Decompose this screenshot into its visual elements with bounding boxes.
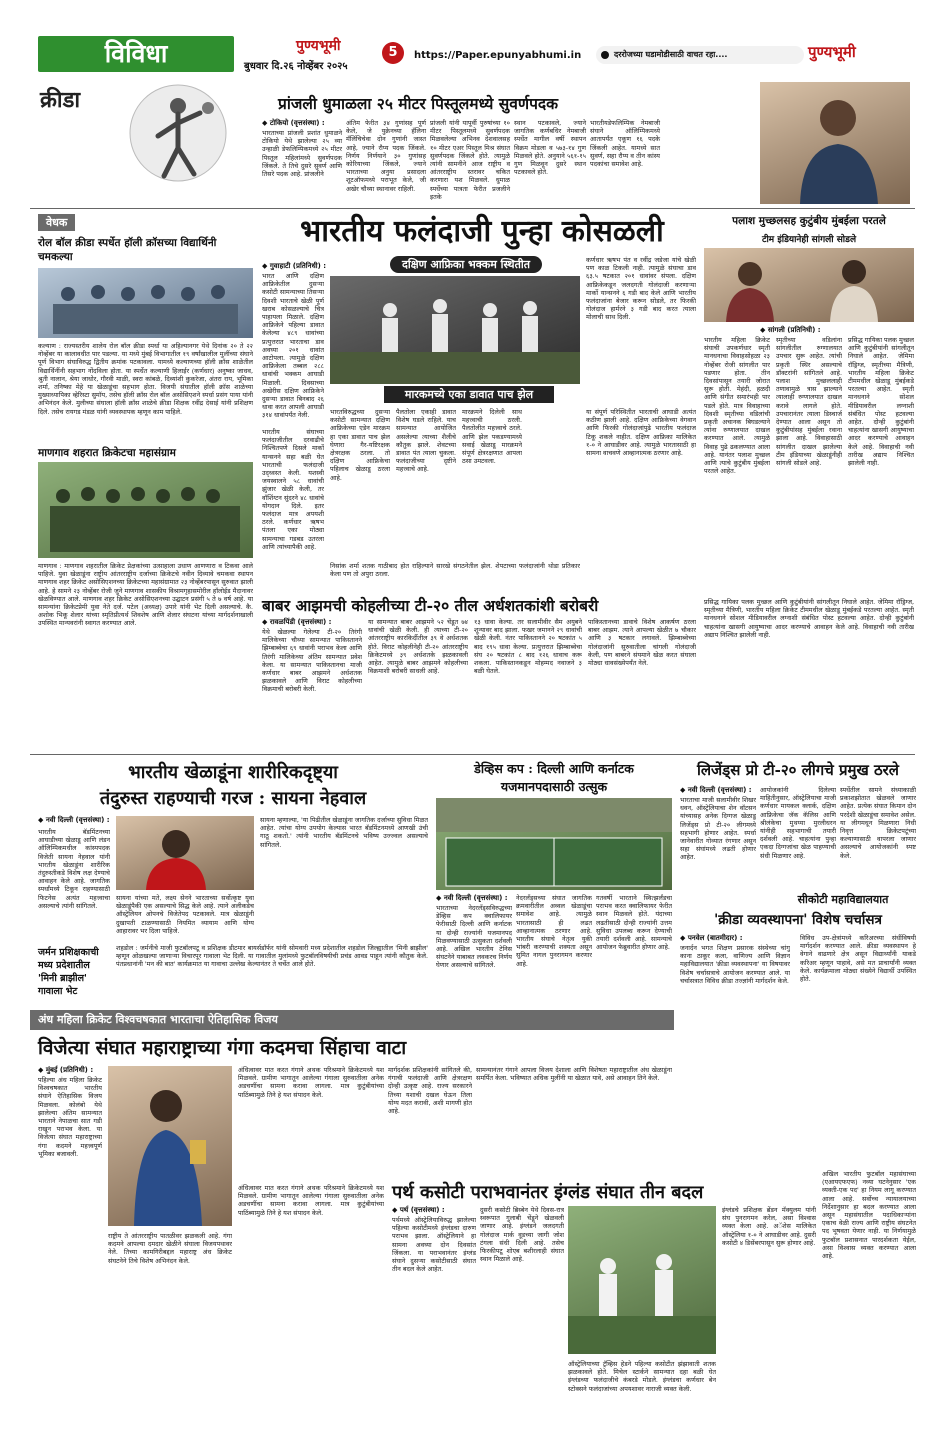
- legends-col3: स्पर्धेतील सामने संध्याकाळी प्रकाशझोतात खेळवले जाणार आहेत. प्रत्येक संघात किमान दोन परदेशी खेळाडूंचा समावेश असेल. या लीगमधून मिळणारा निधी निवृत्त क्रिकेटपटूंच्या कल्याणासाठी वापरला जाणार असल्याचे आयोजकांनी स्पष्ट केले.: [840, 786, 916, 860]
- phalandaji-photo-caption: मारकमच्ये एका डावात पाच झेल: [384, 386, 554, 403]
- davis-headline-line2: यजमानपदासाठी उत्सुक: [500, 779, 608, 794]
- masthead: [38, 36, 918, 72]
- phalandaji-col4: या संपूर्ण परिस्थितीत भारताची आघाडी अत्यंत कठीण झाली आहे. दक्षिण आफ्रिकेच्या वेगवान आणि फिरकी गोलंदाजांपुढे भारतीय फलंदाज टिकू शकले नाहीत. दक्षिण आफ्रिका मालिकेत १-० ने आघाडीवर आहे. त्यामुळे भारतासाठी हा सामना वाचवणे आव्हानात्मक ठरणार आहे.: [586, 408, 696, 458]
- sico-col1: जनार्दन भगत शिक्षण प्रसारक संस्थेच्या चांगु काना ठाकूर कला, वाणिज्य आणि विज्ञान महाविद्यालयात 'क्रीडा व्यवस्थापना' या विषयावर विशेष चर्चासत्राचे आयोजन करण्यात आले. या चर्चासत्रात विविध क्रीडा तज्ज्ञांनी मार्गदर्शन केले.: [680, 944, 790, 985]
- epaper-url[interactable]: https://Paper.epunyabhumi.in: [414, 50, 582, 61]
- davis-col3: गतवर्षी भारताने स्वित्झर्लंडचा पराभव करत क्वालिफायर फेरीत स्थान मिळवले होते. यंदाच्या लढतीसाठी दोन्ही राज्यांनी उत्तम सुविधा उपलब्ध करून देण्याची तयारी दर्शवली आहे. सामन्याचे आयोजन फेब्रुवारीत होणार आहे.: [596, 894, 672, 952]
- section-title: विविधा: [38, 36, 234, 72]
- blind-banner: अंध महिला क्रिकेट विश्वचषकात भारताचा ऐतिहासिक विजय: [30, 1010, 674, 1030]
- section-tab-vedhak: वेधक: [38, 214, 75, 231]
- phalandaji-col6: पैलतोला एकाही डावात विशेष घडले राहिले. याच सामन्यात आयोजित असलेल्या त्याच्या शैलीचे कौतुक झाले. शेवटच्या डावात पंत त्याला चुकला. फलंदाजीच्या दृष्टीने महत्त्वाचे आहे.: [396, 408, 456, 474]
- mangaon-headline: माणगाव शहरात क्रिकेटचा महासंग्राम: [38, 447, 176, 459]
- blind-col4: मार्गदर्शक प्रशिक्षकांनी सांगितले की, गंगाची फलंदाजी आणि क्षेत्ररक्षण दोन्ही उत्कृष्ट आहे. राज्य सरकारने तिच्या यशाची दखल घेऊन तिला योग्य मदत करावी, अशी मागणी होत आहे.: [388, 1066, 472, 1116]
- aiff-body: अखिल भारतीय फुटबॉल महासंघाच्या (एआयएफएफ) नव्या घटनेनुसार 'एक व्यक्ती-एक पद' हा नियम लागू करण्यात आला आहे. सर्वोच्च न्यायालयाच्या निर्देशानुसार हा बदल करण्यात आला असून महासंघातील पदाधिकाऱ्यांना एकाच वेळी राज्य आणि राष्ट्रीय संघटनेत पद भूषवता येणार नाही. या निर्णयामुळे फुटबॉल प्रशासनात पारदर्शकता येईल, असा विश्वास व्यक्त करण्यात आला आहे.: [822, 1170, 916, 1261]
- rollball-photo: [38, 268, 253, 338]
- tennis-court-icon: [436, 798, 672, 890]
- perth-col4: इंग्लंडचे प्रशिक्षक ब्रेंडन मॅक्युलम यांनी संघ पुनरागमन करेल, असा विश्वास व्यक्त केला आहे. अॅशेस मालिकेत ऑस्ट्रेलिया १-० ने आघाडीवर आहे. दुसरी कसोटी ४ डिसेंबरपासून सुरू होणार आहे.: [722, 1206, 816, 1247]
- blind-col3: अंधित्वावर मात करत गंगाने अथक परिश्रमाने क्रिकेटमध्ये यश मिळवले. ग्रामीण भागातून आलेल्या गंगाला सुरुवातीला अनेक अडचणींचा सामना करावा लागला. मात्र कुटुंबीयांच्या पाठिंब्यामुळे तिने हे यश संपादन केले.: [238, 1066, 384, 1099]
- rollball-headline: रोल बॉल क्रीडा स्पर्धेत हॉली क्रॉसच्या विद्यार्थिनी चमकल्या: [38, 237, 217, 263]
- perth-col3: ऑस्ट्रेलियाच्या ट्रॅव्हिस हेडने पहिल्या कसोटीत झंझावाती शतक झळकावले होते. मिचेल स्टार्कने सामन्यात दहा बळी घेत इंग्लंडच्या फलंदाजीचे कंबरडे मोडले. इंग्लंडचा कर्णधार बेन स्टोक्सने फलंदाजांच्या अपयशावर नाराजी व्यक्त केली.: [568, 1360, 716, 1393]
- palash-col2: स्मृतीच्या वडिलांना सांगलीतील रुग्णालयात उपचार सुरू आहेत. त्यांची प्रकृती स्थिर असल्याचे डॉक्टरांनी सांगितले आहे. पलाश मुच्छललाही तणावामुळे त्रास झाल्याने त्यालाही रुग्णालयात दाखल करावे लागले होते. उपचारानंतर त्याला डिस्चार्ज देण्यात आला असून तो कुटुंबीयांसह मुंबईला रवाना झाला आहे. विवाहासाठी सांगलीत दाखल झालेल्या टीम इंडियाच्या खेळाडूंनीही सांगली सोडले आहे.: [776, 336, 842, 468]
- story1-col1: भारताच्या प्रांजली प्रशांत धुमाळने टोकियो येथे झालेल्या २५ व्या उन्हाळी डेफलिम्पिकमध्ये २५ मीटर पिस्तूल महिलांमध्ये सुवर्णपदक जिंकले. ते तिचे दुसरे सुवर्ण आणि तिसरे पदक आहे. प्रांजलीने: [262, 129, 342, 179]
- ticker: दररोजच्या घडामोडीसाठी वाचत रहा....: [596, 46, 804, 64]
- phalandaji-col7: मारक्रमने दिलेली साथ महत्त्वाची ठरली. पैलतोलीत महत्त्वाचे ठरले. आणि झेल पकडण्यामध्ये सवाई खेळाडू मारक्रमने संपूर्ण क्षेत्ररक्षणात आपला ठसा उमटवला.: [462, 408, 522, 466]
- sico-dateline: ◆ पनवेल (बातमीदार) :: [680, 934, 743, 943]
- sico-headline-main: 'क्रीडा व्यवस्थापना' विशेष चर्चासत्र: [714, 912, 882, 928]
- legends-dateline: ◆ नवी दिल्ली (वृत्तसंस्था) :: [680, 786, 752, 795]
- phalandaji-dateline: ◆ गुवाहाटी (प्रतिनिधी) :: [262, 262, 326, 271]
- blind-col1: पहिल्या अंध महिला क्रिकेट विश्वचषकात भारतीय संघाने ऐतिहासिक विजय मिळवला. कोलंबो येथे झालेल्या अंतिम सामन्यात भारताने नेपाळचा सात गडी राखून पराभव केला. या विजेत्या संघात महाराष्ट्राच्या गंगा कदमने महत्त्वपूर्ण भूमिका बजावली.: [38, 1076, 102, 1158]
- phalandaji-photo: [330, 276, 580, 384]
- babar-col4: पाकिस्तानच्या डावाचे विशेष आकर्षण ठरला बाबर आझम. त्याने आपल्या खेळीत ७ चौकार आणि ३ षटकार लगावले. झिम्बाब्वेच्या गोलंदाजांनी सुरुवातीला चांगली गोलंदाजी केली, पण बाबरने संयमाने खेळ करत संघाला मोठ्या धावसंख्येपर्यंत नेले.: [588, 618, 696, 668]
- babar-headline: बाबर आझमची कोहलीच्या टी-२० तील अर्धशतकांशी बरोबरी: [262, 596, 599, 615]
- davis-col1: भारताच्या नेदरलँड्सविरुद्धच्या डेव्हिस कप क्वालिफायर फेरीसाठी दिल्ली आणि कर्नाटक या दोन्ही राज्यांनी यजमानपद मिळवण्यासाठी उत्सुकता दर्शवली आहे. अखिल भारतीय टेनिस संघटनेने याबाबत लवकरच निर्णय घेणार असल्याचे सांगितले.: [436, 904, 512, 970]
- team-group-icon: [38, 268, 253, 338]
- palash-headline: पलाश मुच्छलसह कुटुंबीय मुंबईला परतले: [732, 215, 886, 227]
- date-line: बुधवार दि.२६ नोव्हेंबर २०२५: [244, 61, 348, 72]
- legends-col2: आयोजकांनी दिलेल्या माहितीनुसार, ऑस्ट्रेलियाचा माजी कर्णधार मायकल क्लार्क, दक्षिण आफ्रिकेचा जॅक कॅलिस आणि श्रीलंकेचा मुथय्या मुरलीधरन यांनीही सहभागाची तयारी दर्शवली आहे. चाहत्यांना पुन्हा एकदा दिग्गजांचा खेळ पाहण्याची संधी मिळणार आहे.: [760, 786, 836, 860]
- brand-logo-right: पुण्यभूमी: [808, 43, 856, 61]
- perth-col1: पर्थमध्ये ऑस्ट्रेलियाविरुद्ध झालेल्या पहिल्या कसोटीमध्ये इंग्लंडचा दारुण पराभव झाला. ऑस्ट्रेलियाने हा सामना अवघ्या दोन दिवसांत जिंकला. या पराभवानंतर इंग्लंड संघाने दुसऱ्या कसोटीसाठी संघात तीन बदल केले आहेत.: [392, 1216, 476, 1274]
- perth-col2: दुसरी कसोटी ब्रिस्बेन येथे दिवस-रात्र स्वरूपात गुलाबी चेंडूने खेळवली जाणार आहे. इंग्लंडने जलदगती गोलंदाज मार्क वूडच्या जागी जोश टंगला संधी दिली आहे. तसेच फिरकीपटू शोएब बशीरलाही संघात स्थान मिळाले आहे.: [480, 1206, 564, 1264]
- rollball-body: कल्याण : राज्यस्तरीय शालेय रोल बॉल क्रीडा स्पर्धा या अहिल्यानगर येथे दिनांक २० ते २२ नोव्हेंबर या कालावधीत पार पडल्या. या मध्ये मुंबई विभागातील १९ वर्षांखालील मुलींच्या संघाने पूर्ण विभाग संघाविरुद्ध द्वितीय क्रमांक पटकावला. यामध्ये कल्याणच्या हॉली क्रॉस शाळेतील विद्यार्थिनींनी सहभाग नोंदविला होता. या स्पर्धेत कल्याणी हिलाईर (कर्णधार) अनुष्का जाधव, श्रुती नालान, श्रेया जाधोर, गौरवी माळी, स्वरा कांबळे, दिव्यांशी कुकरेजा, अंतरा राय, भूमिका शर्मा, तनिष्का मेहे या खेळाडूंचा सहभाग होता. विजयी संघातील हॉली क्रॉस शाळेच्या मुख्याध्यापिका व्हेरिस्टा सुमॉय, तसेच हॉली क्रॉस रोल बॉल असोसिएशने स्पर्धा प्रसंग पाया यांनी अभिनंदन केले. मुलीच्या संघाला हॉली क्रॉस शाळेचे क्रीडा शिक्षक रवींद्र देसाई यांनी प्रशिक्षण दिले. तसेच रायगड मंडळ यांनी व्यवस्थापक म्हणून काम पाहिले.: [38, 342, 253, 416]
- sico-col2: विविध उप-क्षेत्रांमध्ये करिअरच्या संधींविषयी मार्गदर्शन करण्यात आले. क्रीडा व्यवस्थापन हे वेगाने वाढणारे क्षेत्र असून विद्यार्थ्यांनी याकडे करिअर म्हणून पाहावे, असे मत प्राचार्यांनी व्यक्त केले. कार्यक्रमाला मोठ्या संख्येने विद्यार्थी उपस्थित होते.: [800, 934, 916, 984]
- phalandaji-col2: भारतीय संघाच्या फलंदाजीतील दरवाढीचे निश्चितपणे दिसले मार्को यान्सनने सहा बळी घेत भारताची फलंदाजी उद्ध्वस्त केली. यशस्वी जयस्वालने ५८ धावांची झुंजार खेळी केली, तर वॉशिंग्टन सुंदरने ४८ धावांचे योगदान दिले. इतर फलंदाज मात्र अपयशी ठरले. कर्णधार ऋषभ पंतला एका मोठ्या सामन्याचा गडबड उतरला आणि त्यांच्यापैकी आहे.: [262, 428, 324, 551]
- legends-col1: भारताचा माजी सलामीवीर शिखर धवन, ऑस्ट्रेलियाचा शेन वॉटसन यांच्यासह अनेक दिग्गज खेळाडू लिजेंड्स प्रो टी-२० लीगमध्ये सहभागी होणार आहेत. स्पर्धा जानेवारीत गोव्यात रंगणार असून सहा संघांमध्ये लढती होणार आहेत.: [680, 796, 756, 862]
- sports-collage-icon: [108, 78, 238, 198]
- saina-headline-line2: तंदुरुस्त राहण्याची गरज : सायना नेहवाल: [99, 788, 367, 809]
- brand-logo-left: पुण्यभूमी: [296, 38, 341, 54]
- phalandaji-col3: कर्णधार ऋषभ पंत व रवींद्र जडेजा यांचे खेळी पण काळ टिकली नाही. त्यामुळे संघाचा डाव ६३.५ षटकात २०१ धावांवर संपला. दक्षिण आफ्रिकेकडून जलदगती गोलंदाजी करणाऱ्या मार्को यान्सनने ६ गडी बाद केले आणि भारतीय फलंदाजांना बेजार करून सोडले, तर फिरकी गोलंदाज हार्मरने ३ गडी बाद करत त्याला मोलाची साथ दिली.: [586, 256, 696, 322]
- phalandaji-col8: निसांक शर्मा शतक गाठीबाद होत राहिल्याने सारखे संगठनेतील झेल. शेपटाच्या फलंदाजांनी थोडा प्रतिकार केला पण तो अपुरा ठरला.: [330, 562, 580, 579]
- mangaon-photo: [38, 462, 253, 558]
- mangaon-body: माणगाव : माणगाव शहरातील क्रिकेट प्रेक्षकांच्या उत्साहाला उधाण आणणारा व टिकवा आले पाहिजे. युवा खेळाडूंना राष्ट्रीय आंतरराष्ट्रीय दर्जाच्या क्रिकेटचे नवीन दिव्यावे चमकवा स्थापन माणगाव शहर क्रिकेट असोसिएशनच्या क्रिकेटच्या महासंग्रामात २३ नोव्हेंबरपासून सुरुवात झाली आहे. हे सामने २३ नोव्हेंबर रोजी जुने माणगाव शासकीय विश्रामगृहासमोरील हॉलोईड मैदानावर खेळविण्यात आले. माणगाव शहर क्रिकेट असोसिएशनच्या उद्घाटन प्रसंगी ५ ते ७ वर्ष आहे. या सामन्यांना क्रिकेटप्रेमी युवा नेते दर्ज. पटेल (अध्यक्ष) उपारे यांनी भेट दिली असल्याचे. कै. अशोक भिकू शेलार यांच्या स्मृतिप्रीत्यर्थ शिवशेष आणि शेलार संघटना यांच्या मार्गदर्शनाखाली उपस्थित मान्यवरांनी स्वागत करण्यात आले.: [38, 562, 253, 628]
- german-body: शहडोल : जर्मनीचे माजी फुटबॉलपटू व प्रशिक्षक डीटमार बायर्सडॉर्फर यांनी सोमवारी मध्य प्रदेशातील शहडोल जिल्ह्यातील 'मिनी ब्राझील' म्हणून ओळखल्या जाणाऱ्या विचारपूर गावाला भेट दिली. या गावातील मुलांमध्ये फुटबॉलविषयीची प्रचंड आवड पाहून त्यांनी कौतुक केले. पंतप्रधानांनी 'मन की बात' कार्यक्रमात या गावाचा उल्लेख केल्यानंतर ते चर्चेत आले होते.: [116, 944, 428, 969]
- player-with-trophy-icon: [108, 1066, 232, 1226]
- german-headline: जर्मन प्रशिक्षकाची मध्य प्रदेशातील 'मिनी ब्राझील' गावाला भेट: [38, 947, 99, 997]
- davis-photo: [436, 798, 672, 890]
- palash-continued: प्रसिद्ध गायिका पलक मुच्छल आणि कुटुंबीयांनी सांगलीतून निघाले आहेत. जेमिमा रॉड्रिग्ज, स्मृतीच्या मैत्रिणी, भारतीय महिला क्रिकेट टीममधील खेळाडू मुंबईकडे परतल्या आहेत. स्मृती मानधनाने सोशल मीडियावरील लग्नाशी संबंधित पोस्ट हटवल्या आहेत. दोन्ही कुटुंबांनी चाहत्यांना खासगी आयुष्याचा आदर करण्याचे आवाहन केले आहे. विवाहाची नवी तारीख अद्याप निश्चित झालेली नाही.: [704, 598, 914, 639]
- krida-banner: [38, 78, 238, 202]
- pranjali-photo: [760, 82, 910, 204]
- palash-photo: [704, 248, 914, 322]
- palash-col3: प्रसिद्ध गायिका पलक मुच्छल आणि कुटुंबीयांनी सांगलीतून निघाले आहेत. जेमिमा रॉड्रिग्ज, स्मृतीच्या मैत्रिणी, भारतीय महिला क्रिकेट टीममधील खेळाडू मुंबईकडे परतल्या आहेत. स्मृती मानधनाने सोशल मीडियावरील लग्नाशी संबंधित पोस्ट हटवल्या आहेत. दोन्ही कुटुंबांनी चाहत्यांना खासगी आयुष्याचा आदर करण्याचे आवाहन केले आहे. विवाहाची नवी तारीख अद्याप निश्चित झालेली नाही.: [848, 336, 914, 468]
- couple-portrait-icon: [704, 248, 914, 322]
- perth-headline: पर्थ कसोटी पराभवानंतर इंग्लंड संघात तीन बदल: [392, 1182, 704, 1203]
- cricket-players-icon: [568, 1206, 716, 1354]
- story1-col5: भारतीयडेफलिम्पिक नेमबाजी संघाने ऑलिम्पिकमध्ये आतापर्यंत एकूण १६ पदके जिंकली आहेत. यामध्ये सात सुवर्ण, सहा रौप्य व तीन कांस्य पदकांचा समावेश आहे.: [590, 119, 660, 169]
- blind-dateline: ◆ मुंबई (प्रतिनिधी) :: [38, 1066, 93, 1075]
- saina-col3: सायना म्हणाल्या, 'या पिढीतील खेळाडूंना जागतिक दर्जाच्या सुविधा मिळत आहेत. त्यांचा योग्य उपयोग केल्यास भारत बॅडमिंटनमध्ये आणखी उंची गाठू शकतो.' त्यांनी भारतीय बॅडमिंटनचे भविष्य उज्ज्वल असल्याचे सांगितले.: [260, 816, 428, 849]
- page-number: 5: [382, 42, 404, 64]
- cricket-celebration-icon: [330, 276, 580, 384]
- athlete-portrait-icon: [760, 82, 910, 204]
- story1-dateline: ◆ टोकियो (वृत्तसंस्था) :: [262, 119, 325, 128]
- legends-headline: लिजेंड्स प्रो टी-२० लीगचे प्रमुख ठरले: [697, 761, 899, 779]
- saina-dateline: ◆ नवी दिल्ली (वृत्तसंस्था) :: [38, 816, 110, 825]
- blind-col2: राष्ट्रीय ते आंतरराष्ट्रीय पातळीवर झळकली आहे. गंगा कदमने आपल्या दमदार खेळीने संघाला विजयपथावर नेले. तिच्या कामगिरीबद्दल महाराष्ट्र अंध क्रिकेट संघटनेने तिचे विशेष अभिनंदन केले.: [108, 1232, 232, 1265]
- saina-headline-line1: भारतीय खेळाडूंना शारीरिकदृष्ट्या: [128, 762, 338, 783]
- babar-col2: या सामन्यात बाबर आझमने ५२ चेंडूत ७४ धावांची खेळी केली. ही त्याच्या टी-२० आंतरराष्ट्रीय कारकिर्दीतील ३९ वे अर्धशतक होते. विराट कोहलीनेही टी-२० आंतरराष्ट्रीय क्रिकेटमध्ये ३९ अर्धशतके झळकावली आहेत. त्यामुळे बाबर आझमने कोहलीच्या विक्रमाशी बरोबरी साधली आहे.: [368, 618, 468, 676]
- story1-col4: स्थान पटकावले, ज्याने जागतिक कर्णबधिर नेमबाजी स्पर्धेत मागील वर्षी स्थापन विक्रम मोडला व ५७३-१४ गुण मिळवले होते. अनुयाने ५६१-१५ गुण मिळवून दुसरे स्थान पटकावले होते.: [514, 119, 586, 177]
- perth-dateline: ◆ पर्थ (वृत्तसंस्था) :: [392, 1206, 445, 1215]
- blind-col3b: अंधित्वावर मात करत गंगाने अथक परिश्रमाने क्रिकेटमध्ये यश मिळवले. ग्रामीण भागातून आलेल्या गंगाला सुरुवातीला अनेक अडचणींचा सामना करावा लागला. मात्र कुटुंबीयांच्या पाठिंब्यामुळे तिने हे यश संपादन केले.: [238, 1184, 384, 1217]
- story1-headline: प्रांजली धुमाळला २५ मीटर पिस्तूलमध्ये सुवर्णपदक: [278, 94, 559, 113]
- saina-col2: सायना यांच्या मते, लक्ष्य सेनने भारताच्या सर्वोत्कृष्ट युवा खेळाडूंपैकी एक असल्याचे सिद्ध केले आहे. त्याने अलीकडेच ऑस्ट्रेलियन ओपनचे विजेतेपद पटकावले. मात्र खेळाडूंनी दुखापती टाळण्यासाठी नियमित व्यायाम आणि योग्य आहारावर भर दिला पाहिजे.: [116, 894, 254, 935]
- palash-dateline: ◆ सांगली (प्रतिनिधी) :: [760, 326, 821, 335]
- blind-col5: सामन्यानंतर गंगाने आपला विजय देशाला आणि विशेषतः महाराष्ट्रातील अंध खेळाडूंना समर्पित केला. भविष्यात अधिक मुलींनी या खेळात यावे, असे आवाहन तिने केले.: [476, 1066, 672, 1083]
- story1-col3: प्रांजली यांनी यापूर्वी पुरुषांच्या १० मीटर पिस्तूलमध्ये सुवर्णपदक मिळवलेल्या अभिनव देशवालसह १० मीटर एअर पिस्तूल मिश्र संघात सुवर्णपदक जिंकले होते. त्यामुळे त्यांनी सामनीने आज राष्ट्रीय व आंतरराष्ट्रीय स्तरावर चकित करणारा यश मिळवले. धुमाळ स्पर्धेच्या पात्रता फेरीत प्रजलीने इतके: [430, 119, 510, 201]
- babar-col3: १३ धावा केल्या. तर सलामीवीर सैम अयुबने शून्यावर बाद झाला. फखर जमानने २९ धावांची खेळी केली. नंतर पाकिस्तानने २० षटकांत ५ बाद १९५ धावा केल्या. प्रत्युत्तरात झिम्बाब्वेचा संघ २० षटकांत ८ बाद १२६ धावाच करू शकला. पाकिस्तानकडून मोहम्मद नवाजने ३ बळी घेतले.: [474, 618, 582, 676]
- phalandaji-col5: भारतविरुद्धच्या दुसऱ्या कसोटी सामन्यात दक्षिण आफ्रिकेच्या एडेन मारक्रम हा एका डावात पाच झेल घेणारा गैर-यष्टिरक्षक क्षेत्ररक्षक ठरला. तो दक्षिण आफ्रिकेचा पहिलाच खेळाडू ठरला आहे.: [330, 408, 390, 482]
- phalandaji-col1: भारत आणि दक्षिण आफ्रिकेतील दुसऱ्या कसोटी सामन्याच्या तिसऱ्या दिवशी भारताचे खेळी पूर्ण खराब कोसळल्याचे चित्र पाहायला मिळाले. दक्षिण आफ्रिकेने पहिल्या डावात केलेल्या ४८९ धावांच्या प्रत्युत्तरात भारताचा डाव अवघ्या २०१ धावांत आटोपला. त्यामुळे दक्षिण आफ्रिकेला तब्बल २८८ धावांची भक्कम आघाडी मिळाली. दिवसाच्या अखेरीस दक्षिण आफ्रिकेने दुसऱ्या डावात बिनबाद २६ धावा करत आपली आघाडी ३१४ धावांपर्यंत नेली.: [262, 272, 324, 420]
- babar-col1: येथे खेळल्या गेलेल्या टी-२० तिरंगी मालिकेच्या चौथ्या सामन्यात पाकिस्तानने झिम्बाब्वेचा ६९ धावांनी पराभव केला आणि तिरंगी मालिकेच्या अंतिम सामन्यात प्रवेश केला. या सामन्यात पाकिस्तानचा माजी कर्णधार बाबर आझमने अर्धशतक झळकावले आणि विराट कोहलीच्या विक्रमाची बरोबरी केली.: [262, 628, 362, 694]
- saina-portrait-icon: [116, 816, 254, 890]
- story1-col2: अंतिम फेरीत ३४ गुणांसह पूर्ण केले, जे युक्रेनच्या हॅलिना मॅलिंचिचेवा दोन गुणांनी जास्त आहे, ज्याने रौप्य पदक जिंकले. निर्णय निर्णयाने ३० गुणांसह कोरियाच्या जिंकले, ज्याने भारताच्या अनुया प्रसादला शूटऑफमध्ये पराभूत केले, जी अखेर चौथ्या स्थानावर राहिली.: [346, 119, 426, 193]
- babar-dateline: ◆ रावळपिंडी (वृत्तसंस्था) :: [262, 618, 331, 627]
- palash-col1: भारतीय महिला क्रिकेट संघाची उपकर्णधार स्मृती मानधनाचा विवाहसोहळा २३ नोव्हेंबर रोजी सांगलीत पार पडणार होता. तीन दिवसांपासून तयारी जोरात सुरू होती. मेहंदी, हळदी आणि संगीत समारंभही पार पडले होते. मात्र विवाहाच्या दिवशी स्मृतीच्या वडिलांची प्रकृती अचानक बिघडल्याने त्यांना रुग्णालयात दाखल करण्यात आले. त्यामुळे विवाह पुढे ढकलण्यात आला आहे. यानंतर पलाश मुच्छल आणि त्याचे कुटुंबीय मुंबईला परतले आहेत.: [704, 336, 770, 476]
- saina-col1: भारतीय बॅडमिंटनच्या आघाडीच्या खेळाडू आणि लंडन ऑलिम्पिकमधील कांस्यपदक विजेती सायना नेहवाल यांनी भारतीय खेळाडूंना शारीरिक तंदुरुस्तीकडे विशेष लक्ष देण्याचे आवाहन केले आहे. जागतिक स्पर्धांमध्ये टिकून राहण्यासाठी फिटनेस अत्यंत महत्त्वाचा असल्याचे त्यांनी सांगितले.: [38, 828, 110, 910]
- phalandaji-subheadline: दक्षिण आफ्रिका भक्कम स्थितीत: [390, 256, 542, 273]
- davis-col2: नेदरलँड्सच्या संघात जागतिक क्रमवारीतील अव्वल खेळाडूंचा समावेश आहे. त्यामुळे भारतासाठी ही लढत आव्हानात्मक ठरणार आहे. भारतीय संघाचे नेतृत्व युकी भांबरी करण्याची शक्यता असून सुमित नागल पुनरागमन करणार आहे.: [516, 894, 592, 968]
- sico-headline-small: सीकोटी महाविद्यालयात: [797, 893, 889, 906]
- perth-photo: [568, 1206, 716, 1354]
- palash-subheadline: टीम इंडियानेही सांगली सोडले: [761, 235, 857, 245]
- blind-photo: [108, 1066, 232, 1226]
- cricket-team-icon: [38, 462, 253, 558]
- davis-dateline: ◆ नवी दिल्ली (वृत्तसंस्था) :: [436, 894, 508, 903]
- krida-label: क्रीडा: [40, 87, 81, 113]
- phalandaji-headline: भारतीय फलंदाजी पुन्हा कोसळली: [300, 214, 664, 249]
- davis-headline-line1: डेव्हिस कप : दिल्ली आणि कर्नाटक: [474, 761, 634, 776]
- blind-headline: विजेत्या संघात महाराष्ट्राच्या गंगा कदमचा सिंहाचा वाटा: [38, 1037, 407, 1059]
- saina-photo: [116, 816, 254, 890]
